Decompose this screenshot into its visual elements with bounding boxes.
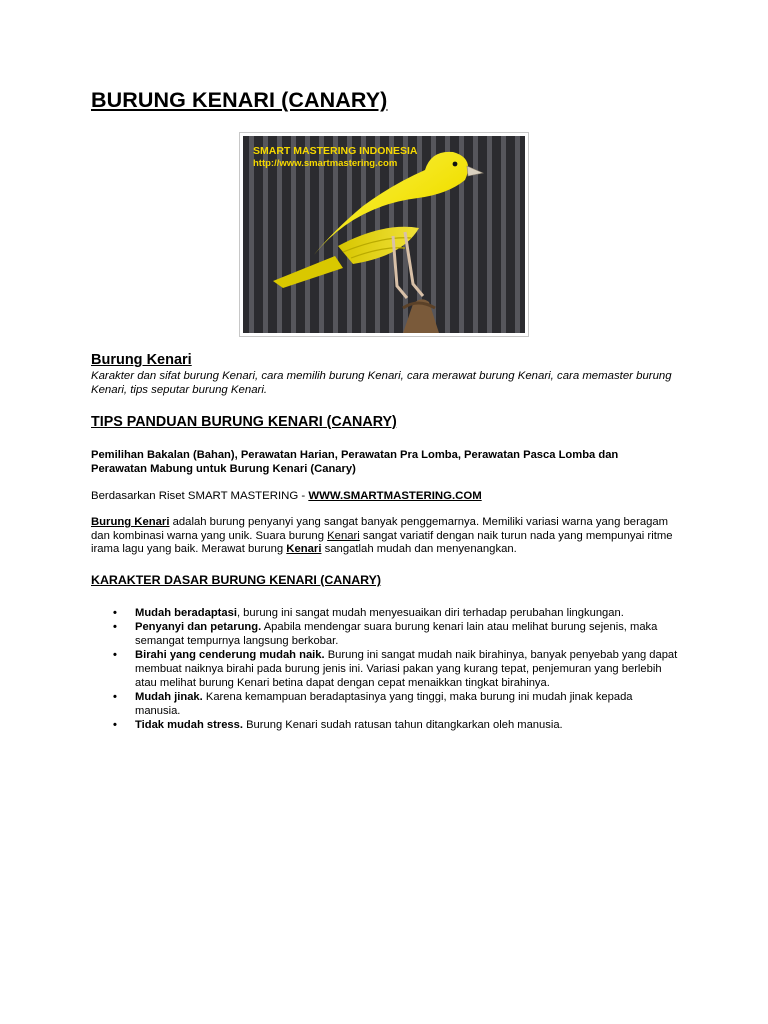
list-item-text: Karena kemampuan beradaptasinya yang tinggi, maka burung ini mudah jinak kepada manusia. [135,691,633,717]
kenari-link-2[interactable]: Kenari [286,543,322,556]
tips-lead: Pemilihan Bakalan (Bahan), Perawatan Harian, Perawatan Pra Lomba, Perawatan Pasca Lomba dan Perawatan Mabung untuk Burung Kenari (Canary) [91,449,619,475]
karakter-heading: KARAKTER DASAR BURUNG KENARI (CANARY) [91,573,382,587]
paragraph-text-2: sangat variatif dengan naik turun nada yang mempunyai ritme irama lagu yang baik. Merawat burung [91,529,673,556]
paragraph-text-1: adalah burung penyanyi yang sangat banyak penggemarnya. Memiliki variasi warna yang beragam dan kombinasi warna yang unik. Suara burung [91,516,669,542]
list-item-key: Birahi yang cenderung mudah naik. [135,649,325,661]
watermark-line1: SMART MASTERING INDONESIA [253,145,418,157]
list-item-text: Burung Kenari sudah ratusan tahun ditangkarkan oleh manusia. [242,719,563,731]
bullet-icon: • [113,621,117,633]
intro-paragraph [91,516,681,557]
list-item-key: Mudah jinak. [135,691,203,703]
kenari-link-1[interactable]: Kenari [327,529,360,542]
list-item-key: Penyanyi dan petarung. [135,621,262,633]
list-item [91,690,681,718]
list-item [91,606,681,620]
list-item-text: , burung ini sangat mudah menyesuaikan diri terhadap perubahan lingkungan. [236,607,624,619]
bullet-icon: • [113,649,117,661]
karakter-list [91,606,681,732]
riset-line [91,490,482,502]
bullet-icon: • [113,719,117,731]
riset-prefix: Berdasarkan Riset SMART MASTERING - [91,490,309,502]
list-item [91,718,681,732]
tips-heading: TIPS PANDUAN BURUNG KENARI (CANARY) [91,414,397,430]
list-item-key: Tidak mudah stress. [135,719,243,731]
list-item-text: Apabila mendengar suara burung kenari lain atau melihat burung sejenis, maka semangat tempurnya langsung berkobar. [135,621,658,647]
list-item [91,620,681,648]
list-item-text: Burung ini sangat mudah naik birahinya, banyak penyebab yang dapat membuat naiknya birahi pada burung jenis ini. Variasi pakan yang kurang tepat, penjemuran yang berlebih atau melihat burung Kenari betina dapat dengan cepat menaikkan tingkat birahinya. [135,649,678,689]
paragraph-text-3: sangatlah mudah dan menyenangkan. [321,543,517,556]
bullet-icon: • [113,691,117,703]
list-item [91,648,681,690]
intro-description: Karakter dan sifat burung Kenari, cara memilih burung Kenari, cara merawat burung Kenari, cara memaster burung Kenari, tips seputar burung Kenari. [91,370,672,396]
list-item-key: Mudah beradaptasi [135,607,237,619]
smartmastering-link[interactable]: WWW.SMARTMASTERING.COM [308,490,482,502]
bullet-icon: • [113,607,117,619]
canary-photo-frame [239,132,529,337]
canary-photo [243,136,525,333]
watermark-line2: http://www.smartmastering.com [253,158,398,169]
document-title: BURUNG KENARI (CANARY) [91,88,388,112]
burung-kenari-link[interactable]: Burung Kenari [91,516,170,528]
intro-subhead: Burung Kenari [91,352,192,368]
